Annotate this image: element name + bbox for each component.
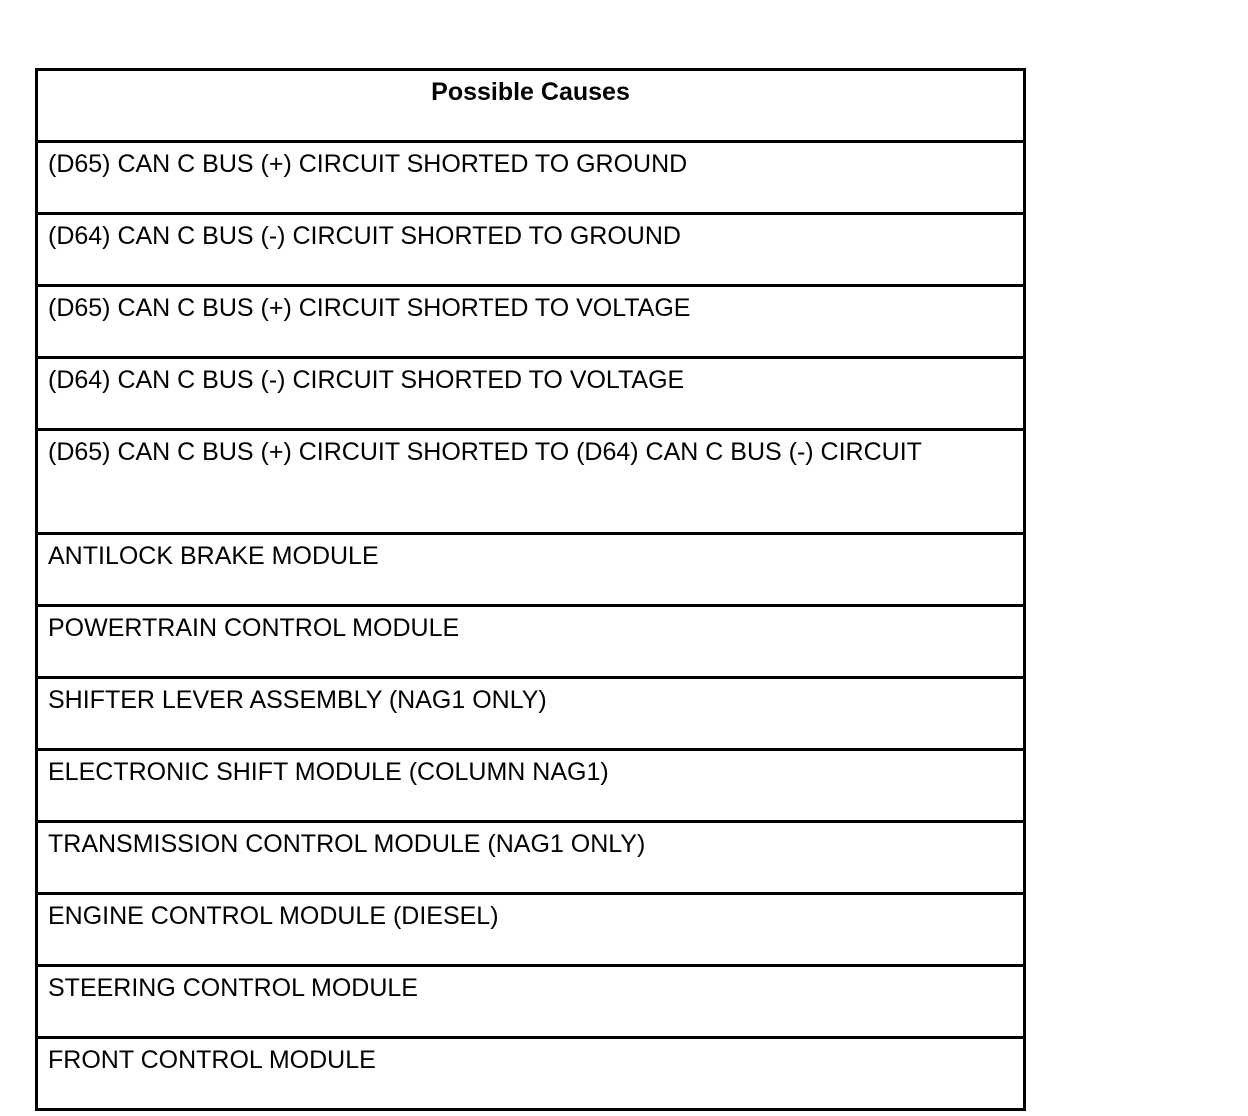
table-row	[37, 750, 1025, 822]
possible-causes-table	[35, 68, 1026, 1111]
table-cell	[37, 214, 1025, 286]
table-row	[37, 822, 1025, 894]
table-cell	[37, 894, 1025, 966]
table-row	[37, 1038, 1025, 1110]
cause-text: TRANSMISSION CONTROL MODULE (NAG1 ONLY)	[48, 830, 646, 858]
table-cell	[37, 358, 1025, 430]
cause-text: (D65) CAN C BUS (+) CIRCUIT SHORTED TO VOLTAGE	[48, 294, 691, 322]
table-row	[37, 358, 1025, 430]
cause-text: FRONT CONTROL MODULE	[48, 1046, 376, 1074]
table-row	[37, 286, 1025, 358]
cause-text: STEERING CONTROL MODULE	[48, 974, 418, 1002]
table-row	[37, 142, 1025, 214]
table-row	[37, 534, 1025, 606]
table-cell	[37, 286, 1025, 358]
cause-text: ELECTRONIC SHIFT MODULE (COLUMN NAG1)	[48, 758, 609, 786]
table-header-cell	[37, 70, 1025, 142]
table-row	[37, 214, 1025, 286]
cause-text: (D64) CAN C BUS (-) CIRCUIT SHORTED TO VOLTAGE	[48, 366, 685, 394]
table-row	[37, 430, 1025, 534]
table-header-row	[37, 70, 1025, 142]
table-cell	[37, 966, 1025, 1038]
cause-text: (D64) CAN C BUS (-) CIRCUIT SHORTED TO GROUND	[48, 222, 681, 250]
table-cell	[37, 1038, 1025, 1110]
table-cell	[37, 606, 1025, 678]
cause-text: SHIFTER LEVER ASSEMBLY (NAG1 ONLY)	[48, 686, 547, 714]
cause-text: (D65) CAN C BUS (+) CIRCUIT SHORTED TO GROUND	[48, 150, 688, 178]
table-cell	[37, 822, 1025, 894]
table-cell	[37, 750, 1025, 822]
cause-text: POWERTRAIN CONTROL MODULE	[48, 614, 460, 642]
table-cell	[37, 678, 1025, 750]
table-cell	[37, 430, 1025, 534]
cause-text: (D65) CAN C BUS (+) CIRCUIT SHORTED TO (D64) CAN C BUS (-) CIRCUIT	[48, 438, 922, 466]
table-row	[37, 966, 1025, 1038]
table-row	[37, 678, 1025, 750]
cause-text: ENGINE CONTROL MODULE (DIESEL)	[48, 902, 499, 930]
table-cell	[37, 142, 1025, 214]
cause-text: ANTILOCK BRAKE MODULE	[48, 542, 379, 570]
table-row	[37, 606, 1025, 678]
table-row	[37, 894, 1025, 966]
table-cell	[37, 534, 1025, 606]
table-header-label: Possible Causes	[431, 78, 630, 106]
